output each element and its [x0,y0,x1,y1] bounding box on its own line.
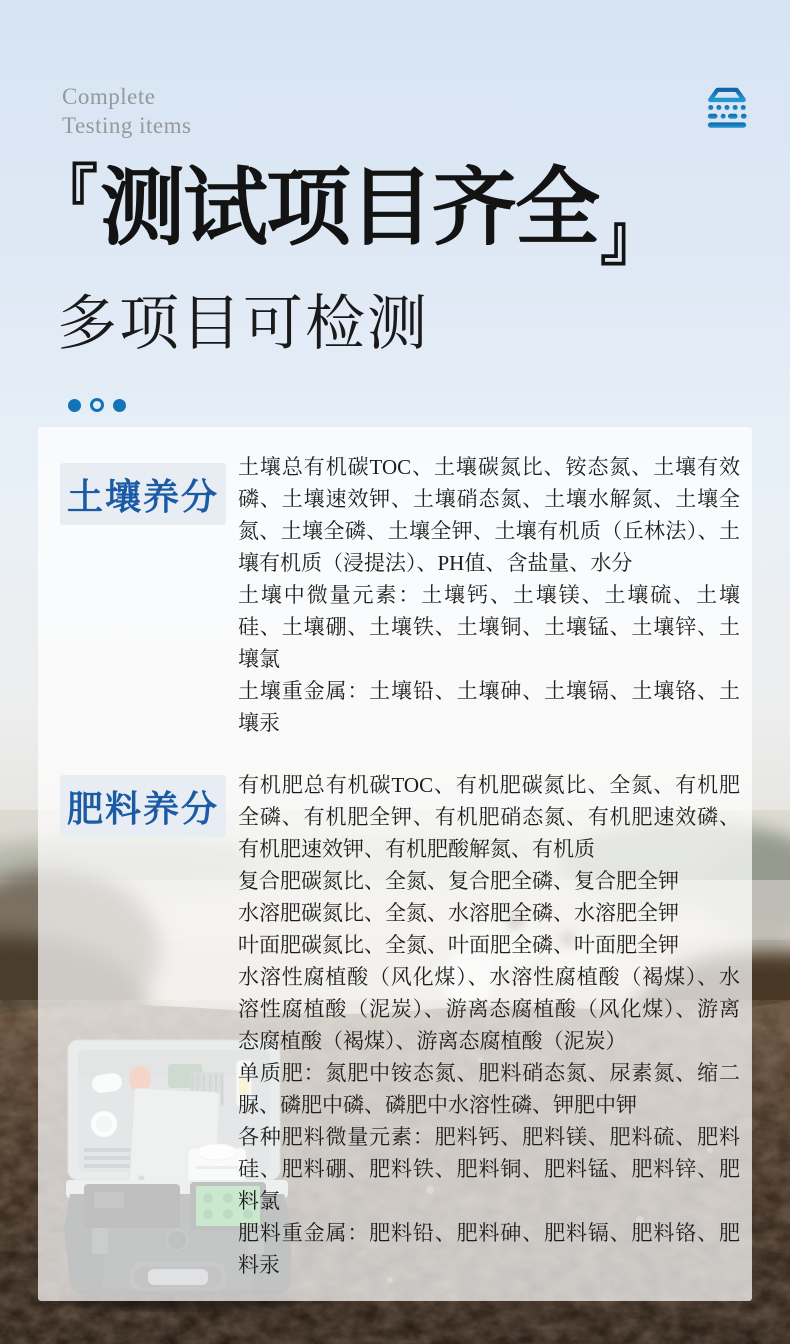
soil-nutrients-text [238,451,740,739]
fertilizer-nutrients-badge: 肥料养分 [60,775,226,837]
title-bracket-open: 『 [36,161,99,229]
soil-paragraph: 土壤重金属：土壤铅、土壤砷、土壤镉、土壤铬、土壤汞 [238,679,740,735]
soil-paragraph: 土壤中微量元素：土壤钙、土壤镁、土壤硫、土壤硅、土壤硼、土壤铁、土壤铜、土壤锰、土壤锌、土壤氯 [238,583,740,671]
page-title [36,158,663,273]
eyebrow-text [62,82,191,140]
fertilizer-paragraph: 叶面肥碳氮比、全氮、叶面肥全磷、叶面肥全钾 [238,933,679,957]
pagination-dot-hollow [90,398,104,412]
pagination-dot-filled [68,399,81,412]
fertilizer-nutrients-text [238,769,740,1281]
eyebrow-line-2: Testing items [62,113,192,138]
fertilizer-paragraph: 各种肥料微量元素：肥料钙、肥料镁、肥料硫、肥料硅、肥料硼、肥料铁、肥料铜、肥料锰、肥料锌、肥料氯 [238,1125,740,1213]
pagination-dot-filled [113,399,126,412]
eyebrow-line-1: Complete [62,84,156,109]
fertilizer-paragraph: 肥料重金属：肥料铅、肥料砷、肥料镉、肥料铬、肥料汞 [238,1221,740,1277]
fertilizer-paragraph: 水溶肥碳氮比、全氮、水溶肥全磷、水溶肥全钾 [238,901,679,925]
fertilizer-paragraph: 有机肥总有机碳TOC、有机肥碳氮比、全氮、有机肥全磷、有机肥全钾、有机肥硝态氮、有机肥速效磷、有机肥速效钾、有机肥酸解氮、有机质 [238,773,740,861]
fertilizer-paragraph: 水溶性腐植酸（风化煤）、水溶性腐植酸（褐煤）、水溶性腐植酸（泥炭）、游离态腐植酸（风化煤）、游离态腐植酸（褐煤）、游离态腐植酸（泥炭） [238,965,740,1053]
soil-paragraph: 土壤总有机碳TOC、土壤碳氮比、铵态氮、土壤有效磷、土壤速效钾、土壤硝态氮、土壤水解氮、土壤全氮、土壤全磷、土壤全钾、土壤有机质（丘林法）、土壤有机质（浸提法）、PH值、含盐量、水分 [238,455,740,575]
title-text: 测试项目齐全 [100,162,599,256]
title-bracket-close: 』 [600,204,663,273]
fertilizer-paragraph: 单质肥：氮肥中铵态氮、肥料硝态氮、尿素氮、缩二脲、磷肥中磷、磷肥中水溶性磷、钾肥中钾 [238,1061,740,1117]
content-panel [38,427,752,1301]
page-subtitle: 多项目可检测 [57,291,429,357]
analyzer-icon [704,87,750,131]
fertilizer-paragraph: 复合肥碳氮比、全氮、复合肥全磷、复合肥全钾 [238,869,679,893]
section-soil-nutrients [60,451,740,739]
section-fertilizer-nutrients [60,769,740,1281]
pagination-dots [68,398,126,412]
soil-nutrients-badge: 土壤养分 [60,463,226,525]
